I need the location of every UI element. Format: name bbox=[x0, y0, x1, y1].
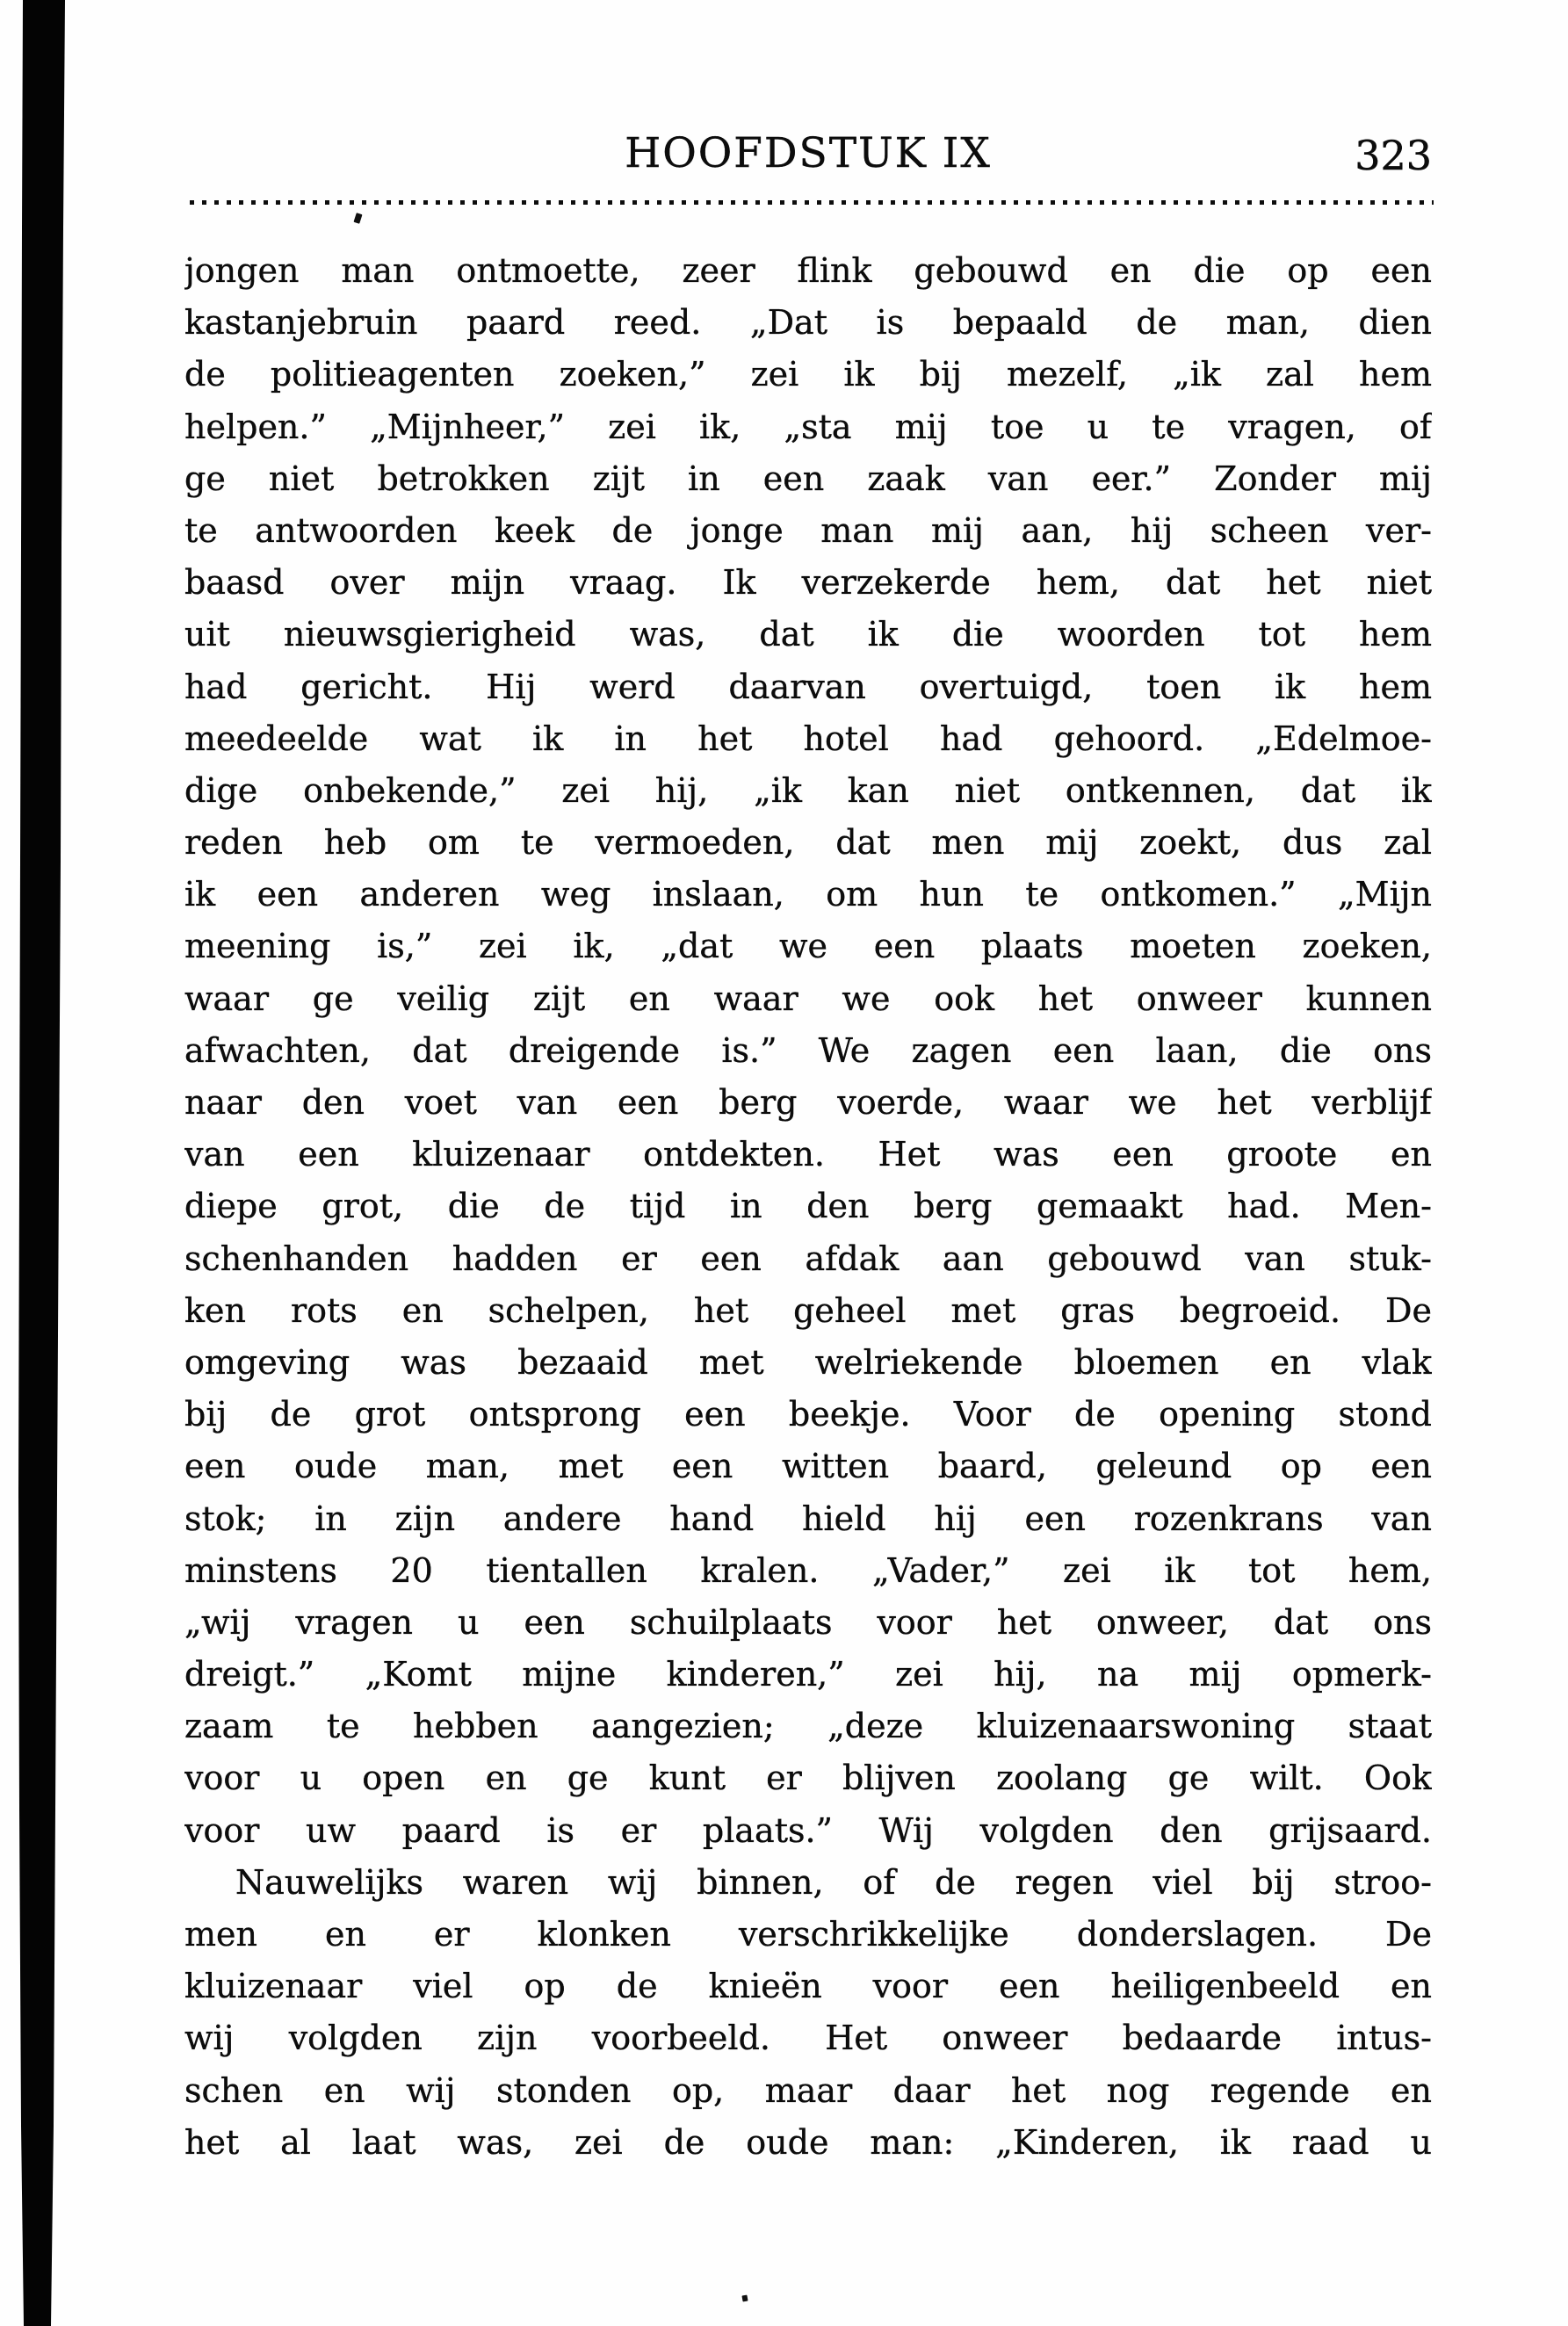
text-line: dreigt.” „Komt mijne kinderen,” zei hij, na mij opmerk- bbox=[184, 1655, 1432, 1694]
text-line: minstens 20 tientallen kralen. „Vader,” zei ik tot hem, bbox=[184, 1550, 1432, 1590]
text-line: bij de grot ontsprong een beekje. Voor de opening stond bbox=[184, 1395, 1432, 1434]
text-line: had gericht. Hij werd daarvan overtuigd, toen ik hem bbox=[184, 667, 1432, 706]
text-line: kluizenaar viel op de knieën voor een heiligenbeeld en bbox=[184, 1967, 1432, 2006]
text-line: meedeelde wat ik in het hotel had gehoord. „Edelmoe- bbox=[184, 719, 1432, 758]
text-line: het al laat was, zei de oude man: „Kinderen, ik raad u bbox=[184, 2122, 1432, 2162]
body-text bbox=[184, 245, 1432, 2169]
text-line: ik een anderen weg inslaan, om hun te ontkomen.” „Mijn bbox=[184, 875, 1432, 914]
text-line: diepe grot, die de tijd in den berg gemaakt had. Men- bbox=[184, 1187, 1432, 1226]
text-line: voor uw paard is er plaats.” Wij volgden den grijsaard. bbox=[184, 1810, 1432, 1850]
text-line: dige onbekende,” zei hij, „ik kan niet ontkennen, dat ik bbox=[184, 770, 1432, 810]
text-line: helpen.” „Mijnheer,” zei ik, „sta mij toe u te vragen, of bbox=[184, 407, 1432, 446]
scan-speck bbox=[353, 213, 362, 224]
text-line: ken rots en schelpen, het geheel met gras begroeid. De bbox=[184, 1290, 1432, 1330]
text-line: omgeving was bezaaid met welriekende bloemen en vlak bbox=[184, 1342, 1432, 1382]
text-line: kastanjebruin paard reed. „Dat is bepaald de man, dien bbox=[184, 303, 1432, 343]
text-line: de politieagenten zoeken,” zei ik bij mezelf, „ik zal hem bbox=[184, 355, 1432, 394]
text-line: ge niet betrokken zijt in een zaak van eer.” Zonder mij bbox=[184, 459, 1432, 498]
text-line: schen en wij stonden op, maar daar het nog regende en bbox=[184, 2070, 1432, 2110]
scan-speck bbox=[741, 2295, 748, 2302]
text-line: uit nieuwsgierigheid was, dat ik die woorden tot hem bbox=[184, 615, 1432, 654]
text-line: baasd over mijn vraag. Ik verzekerde hem, dat het niet bbox=[184, 563, 1432, 603]
text-line: jongen man ontmoette, zeer flink gebouwd en die op een bbox=[184, 251, 1432, 290]
scan-binding-bar bbox=[0, 0, 79, 2326]
chapter-heading: HOOFDSTUK IX bbox=[625, 129, 992, 177]
dotted-rule bbox=[190, 200, 1434, 205]
text-line: schenhanden hadden er een afdak aan gebouwd van stuk- bbox=[184, 1239, 1432, 1278]
text-line: van een kluizenaar ontdekten. Het was een groote en bbox=[184, 1135, 1432, 1174]
text-line: stok; in zijn andere hand hield hij een rozenkrans van bbox=[184, 1499, 1432, 1538]
text-line: afwachten, dat dreigende is.” We zagen een laan, die ons bbox=[184, 1030, 1432, 1070]
text-line: reden heb om te vermoeden, dat men mij zoekt, dus zal bbox=[184, 823, 1432, 863]
text-line: te antwoorden keek de jonge man mij aan, hij scheen ver- bbox=[184, 510, 1432, 550]
text-line: meening is,” zei ik, „dat we een plaats moeten zoeken, bbox=[184, 927, 1432, 966]
text-line: zaam te hebben aangezien; „deze kluizenaarswoning staat bbox=[184, 1707, 1432, 1746]
text-line: men en er klonken verschrikkelijke donderslagen. De bbox=[184, 1915, 1432, 1954]
text-line: voor u open en ge kunt er blijven zoolang ge wilt. Ook bbox=[184, 1759, 1432, 1798]
text-line: naar den voet van een berg voerde, waar we het verblijf bbox=[184, 1083, 1432, 1122]
text-line: wij volgden zijn voorbeeld. Het onweer bedaarde intus- bbox=[184, 2019, 1432, 2058]
text-line: „wij vragen u een schuilplaats voor het onweer, dat ons bbox=[184, 1602, 1432, 1642]
text-line: een oude man, met een witten baard, geleund op een bbox=[184, 1447, 1432, 1486]
page-number: 323 bbox=[1355, 132, 1432, 179]
text-line-paragraph-start: Nauwelijks waren wij binnen, of de regen viel bij stroo- bbox=[235, 1862, 1432, 1902]
text-line: waar ge veilig zijt en waar we ook het onweer kunnen bbox=[184, 979, 1432, 1018]
